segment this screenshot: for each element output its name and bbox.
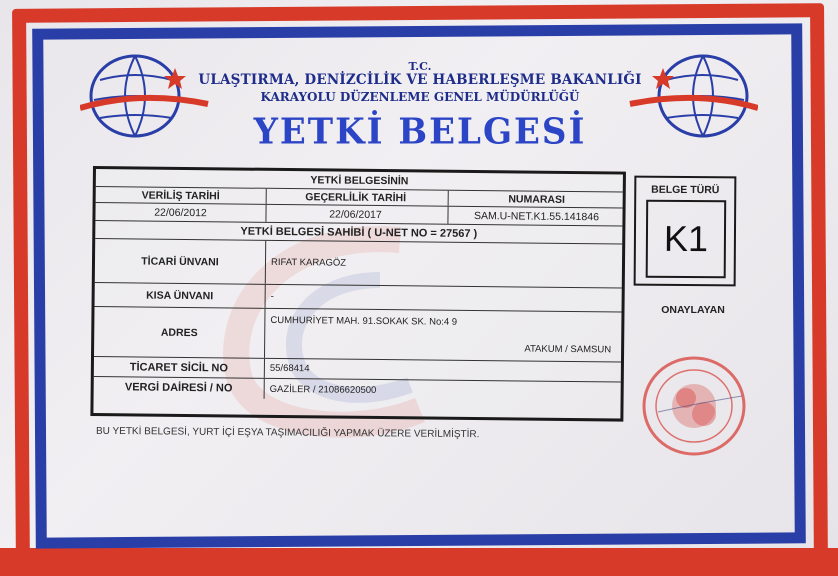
table-row: [94, 377, 621, 403]
trade-reg-label: TİCARET SİCİL NO: [129, 360, 229, 374]
address-line2: ATAKUM / SAMSUN: [524, 343, 612, 356]
trade-name-label: TİCARİ ÜNVANI: [141, 255, 219, 268]
official-stamp-icon: [638, 352, 756, 458]
owner-header: YETKİ BELGESİ SAHİBİ ( U-NET NO = 27567 ): [240, 225, 478, 240]
document-type-box: [634, 176, 737, 287]
bottom-red-band: [0, 548, 838, 576]
directorate-name: KARAYOLU DÜZENLEME GENEL MÜDÜRLÜĞÜ: [260, 90, 580, 104]
approver-label: ONAYLAYAN: [661, 304, 725, 316]
table-row: [94, 307, 621, 363]
certificate-number: SAM.U-NET.K1.55.141846: [473, 209, 600, 223]
issue-date-label: VERİLİŞ TARİHİ: [141, 189, 220, 202]
section-title: YETKİ BELGESİNİN: [310, 173, 409, 187]
table-row: [95, 239, 622, 289]
tax-office-label: VERGİ DAİRESİ / NO: [124, 381, 233, 395]
issue-date: 22/06/2012: [154, 206, 207, 219]
address-line1: CUMHURİYET MAH. 91.SOKAK SK. No:4 9: [270, 314, 458, 328]
validity-label: GEÇERLİLİK TARİHİ: [305, 190, 407, 204]
validity-date: 22/06/2017: [329, 207, 382, 221]
info-table: [90, 166, 626, 422]
number-label: NUMARASI: [508, 192, 566, 206]
tax-office-value: GAZİLER / 21086620500: [269, 383, 377, 396]
document-type-value: K1: [646, 200, 727, 279]
ministry-name: ULAŞTIRMA, DENİZCİLİK VE HABERLEŞME BAKANLIĞI: [198, 72, 642, 88]
document-type-label: BELGE TÜRÜ: [651, 183, 720, 197]
header-tc: T.C.: [408, 60, 432, 73]
trade-reg-value: 55/68414: [269, 362, 310, 375]
address-label: ADRES: [160, 326, 198, 339]
footer-note: BU YETKİ BELGESİ, YURT İÇİ EŞYA TAŞIMACILIĞI YAPMAK ÜZERE VERİLMİŞTİR.: [95, 425, 480, 441]
short-name-value: -: [270, 290, 274, 302]
short-name-label: KISA ÜNVANI: [146, 289, 214, 302]
trade-name-value: RIFAT KARAGÖZ: [270, 256, 347, 269]
document-title: YETKİ BELGESİ: [253, 111, 587, 153]
